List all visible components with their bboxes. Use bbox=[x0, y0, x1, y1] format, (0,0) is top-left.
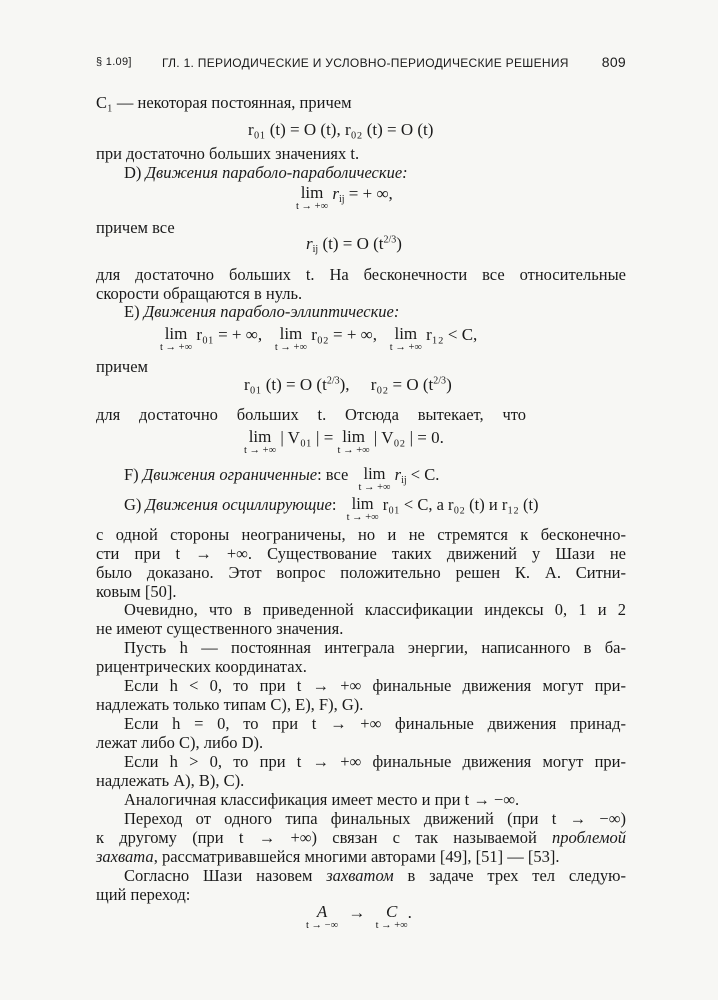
italic-term: захвата bbox=[96, 847, 154, 866]
text-line-with-italic bbox=[124, 866, 626, 886]
formula-tail: = + ∞, bbox=[344, 184, 393, 203]
lim-word: lim bbox=[279, 324, 303, 343]
lim-subscript: t → +∞ bbox=[337, 445, 370, 456]
limit-operator bbox=[296, 184, 328, 212]
text-fragment: , рассматривавшейся многими авторами [49], [51] — [53]. bbox=[153, 847, 560, 866]
case-g-heading bbox=[124, 495, 539, 523]
text-line: Очевидно, что в приведенной классификации индексы 0, 1 и 2 bbox=[124, 600, 626, 619]
text-line: лежат либо C), либо D). bbox=[96, 733, 264, 752]
text-line: Если h = 0, то при t → +∞ финальные движения принад- bbox=[124, 714, 626, 733]
formula-part: ), bbox=[339, 375, 350, 394]
limit-expression: | V₀₁ | = bbox=[280, 428, 334, 447]
formula-part: r₀₂ = O (t bbox=[370, 375, 434, 394]
text-fragment: в задаче трех тел следую- bbox=[393, 866, 626, 885]
state-a bbox=[306, 903, 338, 931]
limit-operator bbox=[347, 495, 379, 523]
formula-part: ) bbox=[446, 375, 452, 394]
exponent: 2/3 bbox=[326, 375, 340, 387]
variable-subscript: ij bbox=[312, 244, 319, 255]
case-text: : все bbox=[317, 465, 349, 484]
case-label: G) bbox=[124, 495, 146, 514]
text-line: ковым [50]. bbox=[96, 582, 177, 601]
text-line: щий переход: bbox=[96, 885, 191, 904]
limit-expression: | V₀₂ | = 0. bbox=[373, 428, 444, 447]
arrow: → bbox=[348, 903, 366, 922]
text-line: Если h < 0, то при t → +∞ финальные движения могут при- bbox=[124, 676, 626, 695]
text-line: надлежать A), B), C). bbox=[96, 771, 245, 790]
case-title: Движения параболо-параболические: bbox=[145, 163, 408, 182]
formula-r01-r02-orders bbox=[244, 375, 452, 395]
formula-three-limits bbox=[160, 325, 477, 353]
text-line: для достаточно больших t. На бесконечности все относительные bbox=[96, 265, 626, 284]
lim-subscript: t → +∞ bbox=[346, 512, 379, 523]
text-line: с одной стороны неограничены, но и не стремятся к бесконечно- bbox=[96, 525, 626, 544]
text-fragment: к другому (при t → +∞) связан с так называемой bbox=[96, 828, 553, 847]
limit-operator bbox=[338, 428, 370, 456]
italic-term: захватом bbox=[326, 866, 394, 885]
lim-subscript: t → +∞ bbox=[274, 342, 307, 353]
text-line: Переход от одного типа финальных движений (при t → −∞) bbox=[124, 809, 626, 828]
case-label: E) bbox=[124, 302, 144, 321]
text-line: Пусть h — постоянная интеграла энергии, написанного в ба- bbox=[124, 638, 626, 657]
formula-orders: r₀₁ (t) = O (t), r₀₂ (t) = O (t) bbox=[248, 120, 434, 139]
variable-subscript: ij bbox=[401, 475, 407, 486]
formula-body: (t) = O (t bbox=[318, 234, 384, 253]
formula-velocity-limits bbox=[244, 428, 444, 456]
state-c bbox=[376, 903, 408, 931]
text-line: Аналогичная классификация имеет место и при t → −∞. bbox=[124, 790, 520, 809]
limit-operator bbox=[244, 428, 276, 456]
lim-subscript: t → +∞ bbox=[389, 342, 422, 353]
lim-word: lim bbox=[164, 324, 188, 343]
text-line: рицентрических координатах. bbox=[96, 657, 307, 676]
variable: r bbox=[394, 465, 402, 484]
case-label: F) bbox=[124, 465, 143, 484]
case-label: D) bbox=[124, 163, 146, 182]
formula-part: r₀₁ (t) = O (t bbox=[244, 375, 327, 394]
text-line: при достаточно больших значениях t. bbox=[96, 144, 360, 163]
exponent: 2/3 bbox=[383, 234, 397, 246]
state-letter: A bbox=[316, 902, 328, 921]
case-f-heading bbox=[124, 465, 439, 493]
state-subscript: t → −∞ bbox=[306, 920, 339, 931]
page-number: 809 bbox=[601, 54, 626, 70]
formula-tail: ) bbox=[396, 234, 402, 253]
text-line: причем bbox=[96, 357, 148, 376]
formula-rij-order bbox=[306, 234, 402, 255]
case-title: Движения ограниченные bbox=[142, 465, 318, 484]
italic-term: проблемой bbox=[552, 828, 626, 847]
lim-word: lim bbox=[248, 427, 272, 446]
case-title: Движения осциллирующие bbox=[145, 495, 332, 514]
case-text: : bbox=[331, 495, 337, 514]
case-text: r₀₁ < C, а r₀₂ (t) и r₁₂ (t) bbox=[382, 495, 539, 514]
section-ref: § 1.09] bbox=[96, 56, 132, 68]
formula-tail: . bbox=[407, 903, 412, 922]
variable-subscript: ij bbox=[338, 194, 345, 205]
limit-operator bbox=[275, 325, 307, 353]
formula-limit-rij bbox=[296, 184, 393, 212]
state-subscript: t → +∞ bbox=[375, 920, 408, 931]
state-letter: C bbox=[385, 902, 398, 921]
text-line: причем все bbox=[96, 218, 175, 237]
limit-operator bbox=[160, 325, 192, 353]
text-line: надлежать только типам C), E), F), G). bbox=[96, 695, 364, 714]
variable: r bbox=[306, 234, 313, 253]
limit-operator bbox=[358, 465, 390, 493]
case-d-heading bbox=[124, 163, 408, 183]
case-e-heading bbox=[124, 302, 399, 322]
text-line: не имеют существенного значения. bbox=[96, 619, 344, 638]
text-line: сти при t → +∞. Существование таких движений у Шази не bbox=[96, 544, 626, 563]
text-line: было доказано. Этот вопрос положительно решен К. А. Ситни- bbox=[96, 563, 626, 582]
lim-subscript: t → +∞ bbox=[358, 482, 391, 493]
text-line: скорости обращаются в нуль. bbox=[96, 284, 303, 303]
lim-word: lim bbox=[394, 324, 418, 343]
limit-expression: r₀₂ = + ∞, bbox=[311, 325, 378, 344]
text-fragment: Согласно Шази назовем bbox=[124, 866, 327, 885]
text-line: для достаточно больших t. Отсюда вытекает, что bbox=[96, 405, 526, 424]
case-title: Движения параболо-эллиптические: bbox=[143, 302, 400, 321]
limit-expression: r₁₂ < C, bbox=[426, 325, 478, 344]
chapter-title: ГЛ. 1. ПЕРИОДИЧЕСКИЕ И УСЛОВНО-ПЕРИОДИЧЕСКИЕ РЕШЕНИЯ bbox=[162, 56, 569, 70]
lim-subscript: t → +∞ bbox=[244, 445, 277, 456]
limit-expression: r₀₁ = + ∞, bbox=[196, 325, 263, 344]
text-line: C₁ — некоторая постоянная, причем bbox=[96, 93, 352, 112]
running-header bbox=[96, 52, 626, 74]
lim-subscript: t → +∞ bbox=[160, 342, 193, 353]
exponent: 2/3 bbox=[433, 375, 447, 387]
formula-capture-transition bbox=[306, 903, 412, 931]
limit-operator bbox=[390, 325, 422, 353]
text-line: Если h > 0, то при t → +∞ финальные движения могут при- bbox=[124, 752, 626, 771]
lim-word: lim bbox=[351, 494, 374, 513]
variable: r bbox=[332, 184, 339, 203]
text-line-with-italic bbox=[96, 847, 559, 867]
lim-word: lim bbox=[300, 183, 324, 202]
lim-word: lim bbox=[342, 427, 365, 446]
lim-word: lim bbox=[363, 464, 386, 483]
lim-subscript: t → +∞ bbox=[296, 201, 329, 212]
text-line-with-italic bbox=[96, 828, 626, 848]
case-text: < C. bbox=[406, 465, 440, 484]
